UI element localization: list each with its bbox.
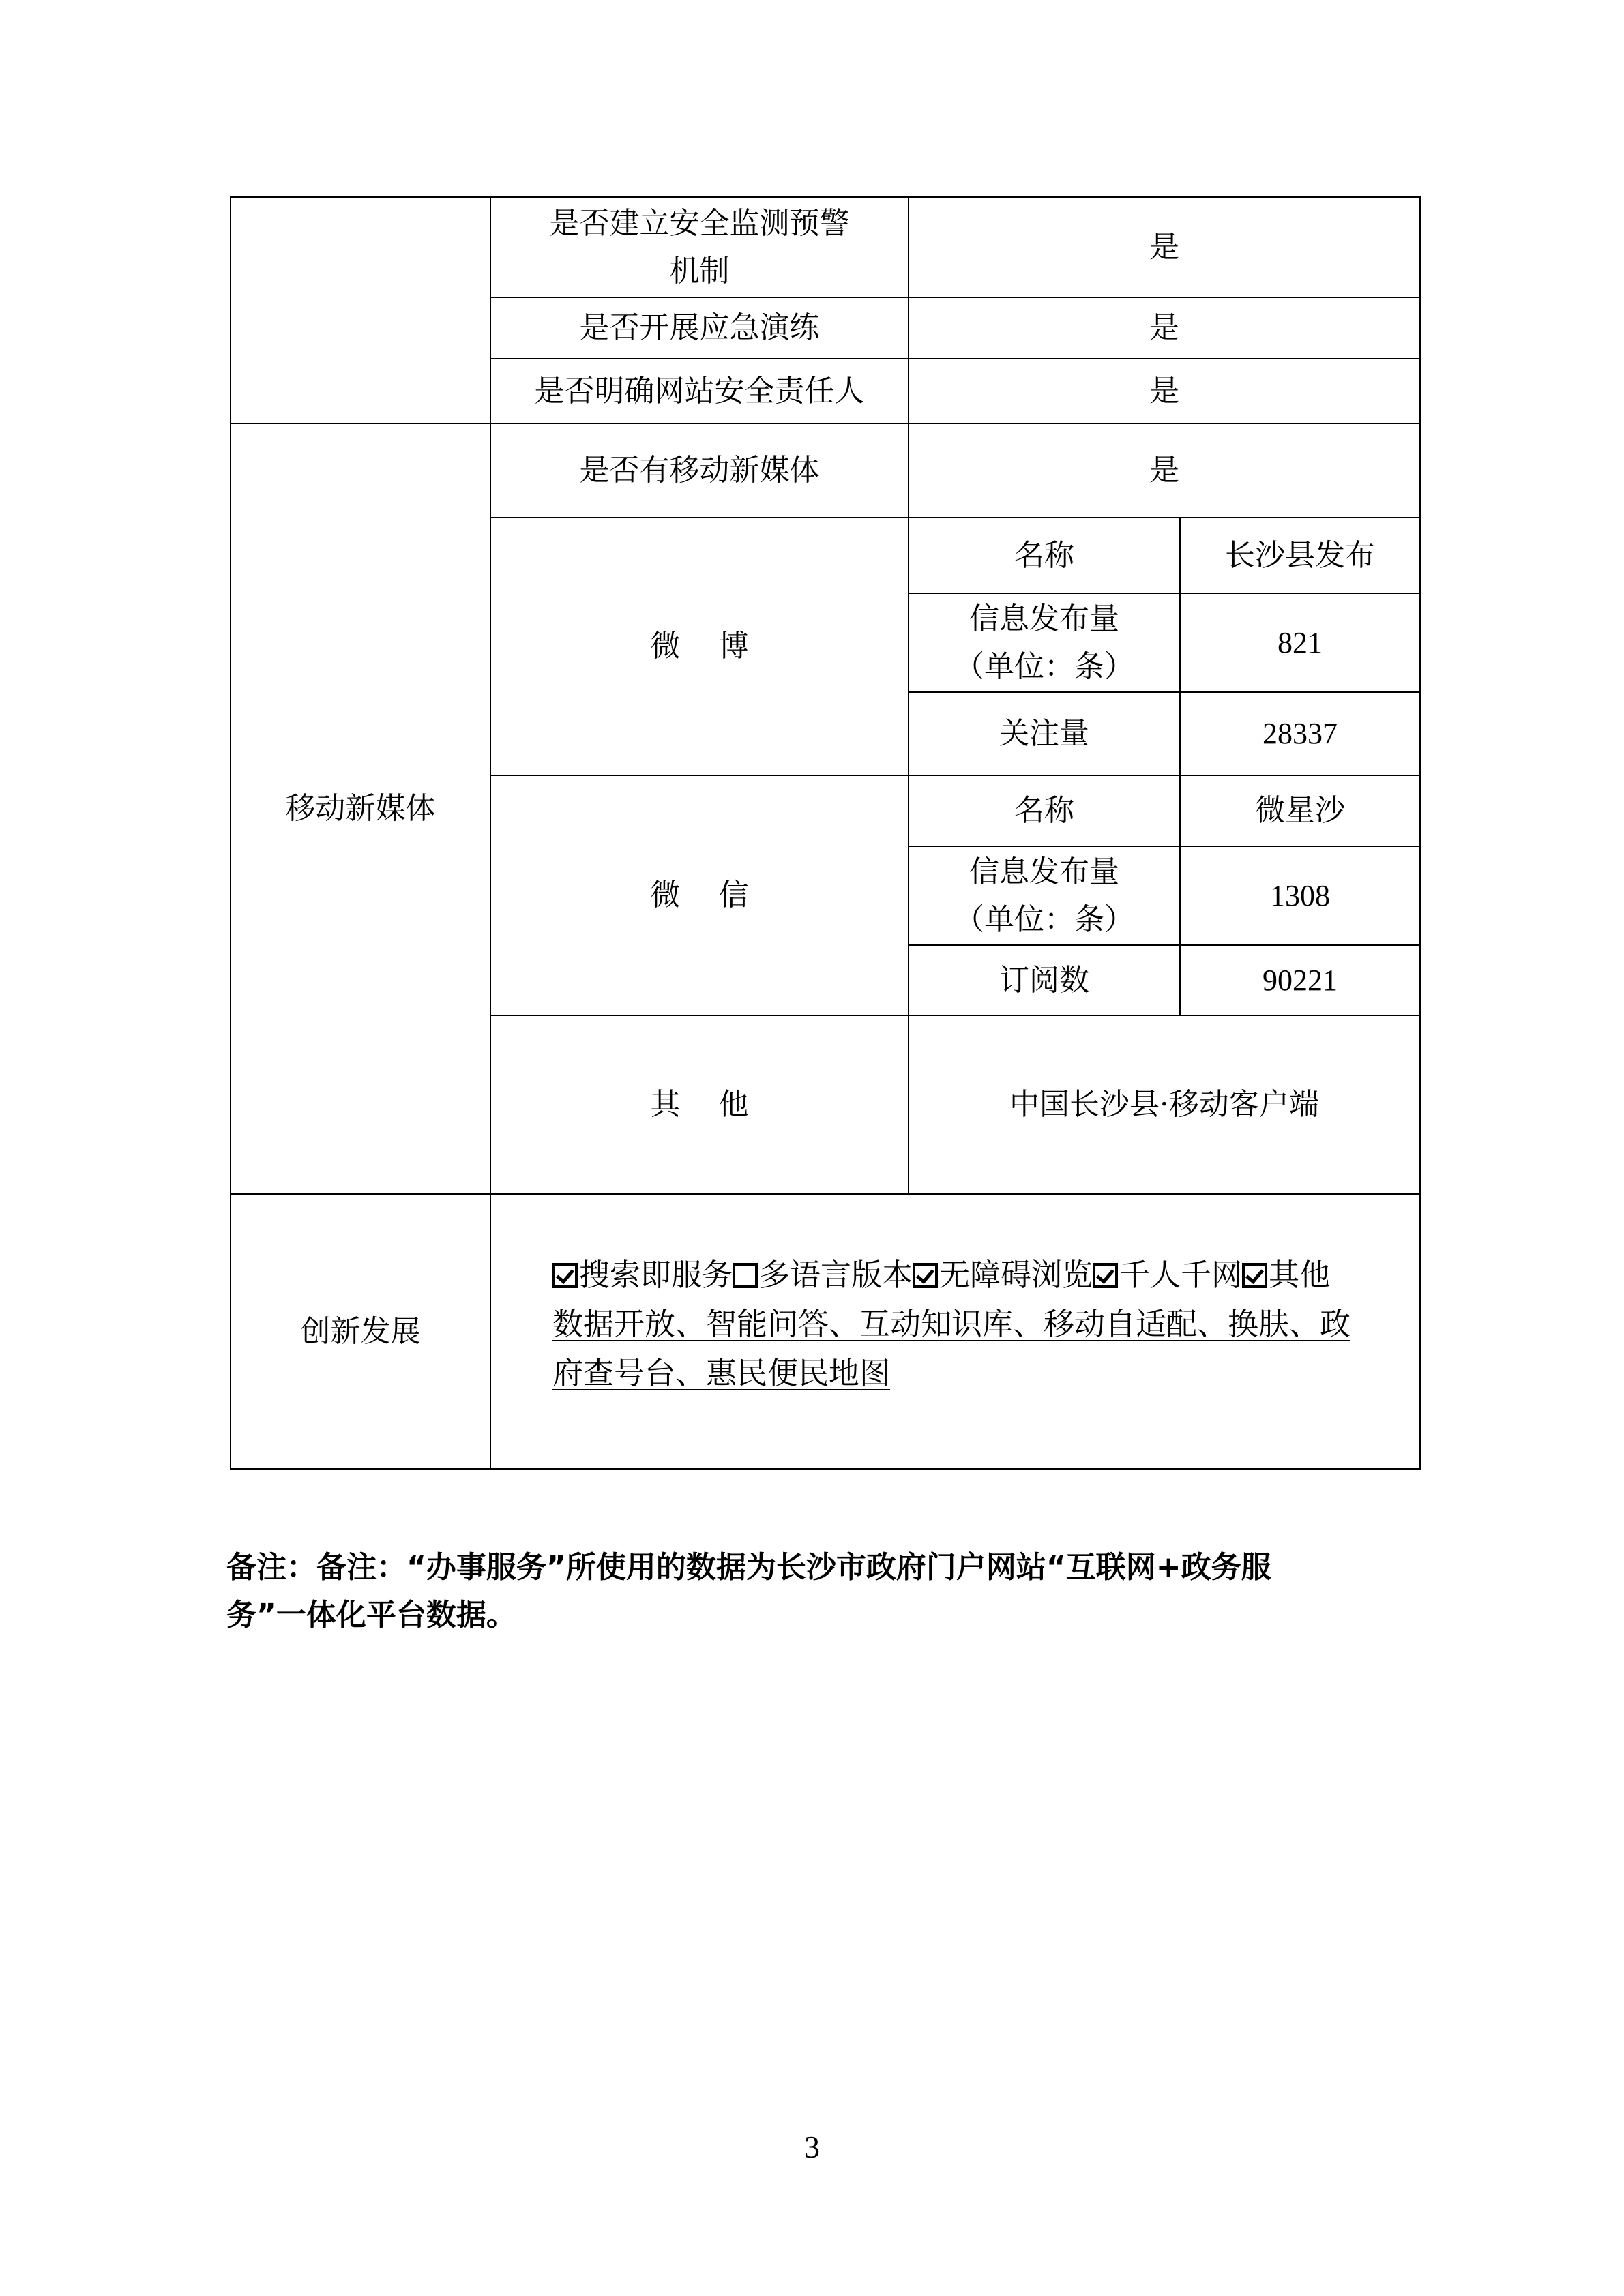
option-label: 无障碍浏览 [939, 1257, 1093, 1293]
monitoring-label-line2: 机制 [669, 253, 730, 288]
drill-value: 是 [1149, 310, 1179, 345]
option-label: 千人千网 [1119, 1257, 1243, 1293]
footnote-line1: 备注：备注：“办事服务”所使用的数据为长沙市政府门户网站“互联网+政务服 [226, 1550, 1271, 1585]
wechat-subs-label: 订阅数 [999, 962, 1089, 998]
innovation-checkbox-row [552, 1251, 1408, 1300]
option-label: 其他 [1269, 1257, 1331, 1293]
responsible-value: 是 [1149, 373, 1179, 408]
innovation-other-line2: 府查号台、惠民便民地图 [552, 1355, 891, 1391]
weibo-posts-label [909, 594, 1179, 691]
wechat-subs-value: 90221 [1263, 963, 1338, 997]
monitoring-value: 是 [1149, 229, 1179, 265]
checkbox-other[interactable] [1242, 1263, 1267, 1288]
weibo-name-label: 名称 [1014, 537, 1074, 573]
checkbox-multilingual[interactable] [733, 1263, 758, 1288]
other-media-label: 其他 [650, 1087, 787, 1122]
weibo-followers-label: 关注量 [999, 716, 1089, 751]
innovation-section-label: 创新发展 [300, 1313, 421, 1349]
weibo-posts-label-line1: 信息发布量 [969, 601, 1119, 636]
checkbox-accessibility[interactable] [913, 1263, 938, 1288]
wechat-label: 微信 [650, 878, 787, 912]
media-section-label: 移动新媒体 [285, 791, 436, 826]
innovation-options [552, 1251, 1408, 1398]
wechat-name-label: 名称 [1014, 793, 1074, 828]
wechat-posts-label-line2: （单位：条） [954, 901, 1134, 937]
drill-label: 是否开展应急演练 [579, 310, 820, 345]
option-label: 多语言版本 [759, 1257, 913, 1293]
monitoring-label [491, 198, 908, 297]
weibo-label: 微博 [650, 629, 787, 664]
footnote-line2: 务”一体化平台数据。 [226, 1598, 516, 1632]
option-label: 搜索即服务 [579, 1257, 733, 1293]
wechat-name-value: 微星沙 [1255, 793, 1345, 828]
page-number: 3 [804, 2130, 820, 2164]
wechat-posts-value: 1308 [1270, 878, 1330, 912]
weibo-name-value: 长沙县发布 [1225, 537, 1375, 573]
wechat-posts-label [909, 847, 1179, 944]
other-media-value: 中国长沙县·移动客户端 [1009, 1087, 1319, 1122]
weibo-followers-value: 28337 [1263, 717, 1338, 750]
has-media-label: 是否有移动新媒体 [579, 453, 820, 488]
wechat-posts-label-line1: 信息发布量 [969, 854, 1119, 889]
has-media-value: 是 [1149, 453, 1179, 488]
monitoring-label-line1: 是否建立安全监测预警 [549, 205, 850, 241]
weibo-posts-label-line2: （单位：条） [954, 648, 1134, 684]
innovation-other-line1: 数据开放、智能问答、互动知识库、移动自适配、换肤、政 [552, 1306, 1351, 1342]
weibo-posts-value: 821 [1278, 625, 1323, 659]
checkbox-personalized[interactable] [1093, 1263, 1118, 1288]
checkbox-search-as-service[interactable] [552, 1263, 578, 1288]
responsible-label: 是否明确网站安全责任人 [534, 373, 865, 408]
footnote [226, 1544, 1417, 1639]
